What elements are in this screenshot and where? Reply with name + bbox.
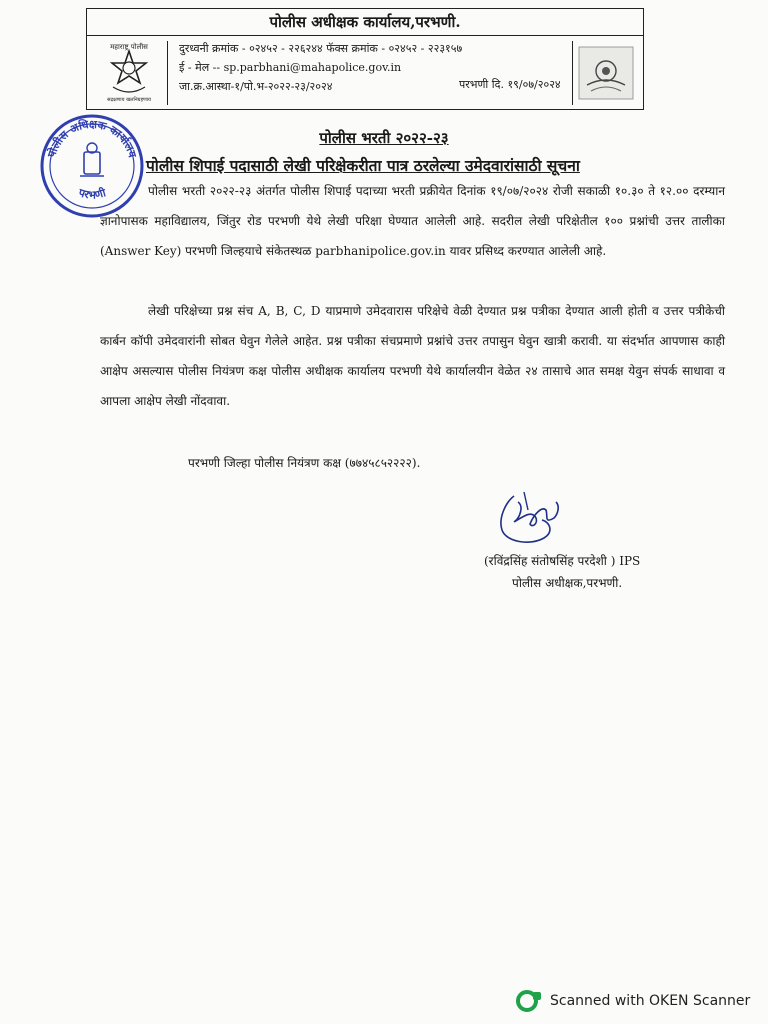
office-title: पोलीस अधीक्षक कार्यालय,परभणी. <box>87 9 643 36</box>
notice-paragraph-2: लेखी परिक्षेच्या प्रश्न संच A, B, C, D याप्रमाणे उमेदवारास परिक्षेचे वेळी देण्यात प्रश्न पत्रीका देण्यात आली होती व उत्तर पत्रीकेची कार्बन कॉपी उमेदवारांनी सोबत घेवुन गेलेले आहेत. प्रश्न पत्रीका संचप्रमाणे प्रश्नांचे उत्तर तपासुन घेवुन खात्री करावी. या संदर्भात आपणास काही आक्षेप असल्यास पोलीस नियंत्रण कक्ष पोलीस अधीक्षक कार्यालय परभणी येथे कार्यालयीन वेळेत २४ तासाचे आत समक्ष येवुन संपर्क साधावा व आपला आक्षेप लेखी नोंदवावा. <box>100 304 725 408</box>
seal-top-text: पोलीस अधिक्षक कार्यालय <box>45 117 139 160</box>
signatory-name: (रविंद्रसिंह संतोषसिंह परदेशी ) IPS <box>484 554 641 568</box>
scanner-watermark <box>516 988 750 1014</box>
letter-date: परभणी दि. १९/०७/२०२४ <box>459 78 561 91</box>
notice-heading: पोलीस भरती २०२२-२३ <box>319 129 449 147</box>
scanner-watermark-text: Scanned with OKEN Scanner <box>550 993 751 1009</box>
letterhead <box>86 8 644 110</box>
scanner-logo-icon <box>516 990 542 1012</box>
district-logo-icon <box>572 41 639 105</box>
notice-subheading: पोलीस शिपाई पदासाठी लेखी परिक्षेकरीता पात्र ठरलेल्या उमेदवारांसाठी सूचना <box>146 156 580 175</box>
maharashtra-police-emblem-icon <box>91 41 168 105</box>
seal-bottom-text: परभणी <box>76 186 108 202</box>
notice-paragraph-1: पोलीस भरती २०२२-२३ अंतर्गत पोलीस शिपाई पदाच्या भरती प्रक्रीयेत दिनांक १९/०७/२०२४ रोजी सकाळी १०.३० ते १२.०० दरम्यान ज्ञानोपासक महाविद्यालय, जिंतुर रोड परभणी येथे लेखी परिक्षा घेण्यात आलेली आहे. सदरील लेखी परिक्षेतील १०० प्रश्नांची उत्तर तालीका (Answer Key) परभणी जिल्हयाचे संकेतस्थळ parbhanipolice.gov.in यावर प्रसिध्द करण्यात आलेली आहे. <box>100 184 725 258</box>
reference-number: जा.क्र.आस्था-१/पो.भ-२०२२-२३/२०२४ <box>179 80 333 93</box>
emblem-top-text: महाराष्ट्र पोलीस <box>110 43 148 51</box>
signature-mark <box>484 488 568 550</box>
email-line: ई - मेल -- sp.parbhani@mahapolice.gov.in <box>179 61 402 74</box>
control-room-contact: परभणी जिल्हा पोलीस नियंत्रण कक्ष (७७४५८५२२२२). <box>188 456 421 470</box>
signatory-designation: पोलीस अधीक्षक,परभणी. <box>512 576 623 590</box>
phone-fax-line: दुरध्वनी क्रमांक - ०२४५२ - २२६२४४ फॅक्स क्रमांक - ०२४५२ - २२३१५७ <box>179 42 463 55</box>
emblem-motto-text: सद्रक्षणाय खलनिग्रहणाय <box>107 97 151 103</box>
